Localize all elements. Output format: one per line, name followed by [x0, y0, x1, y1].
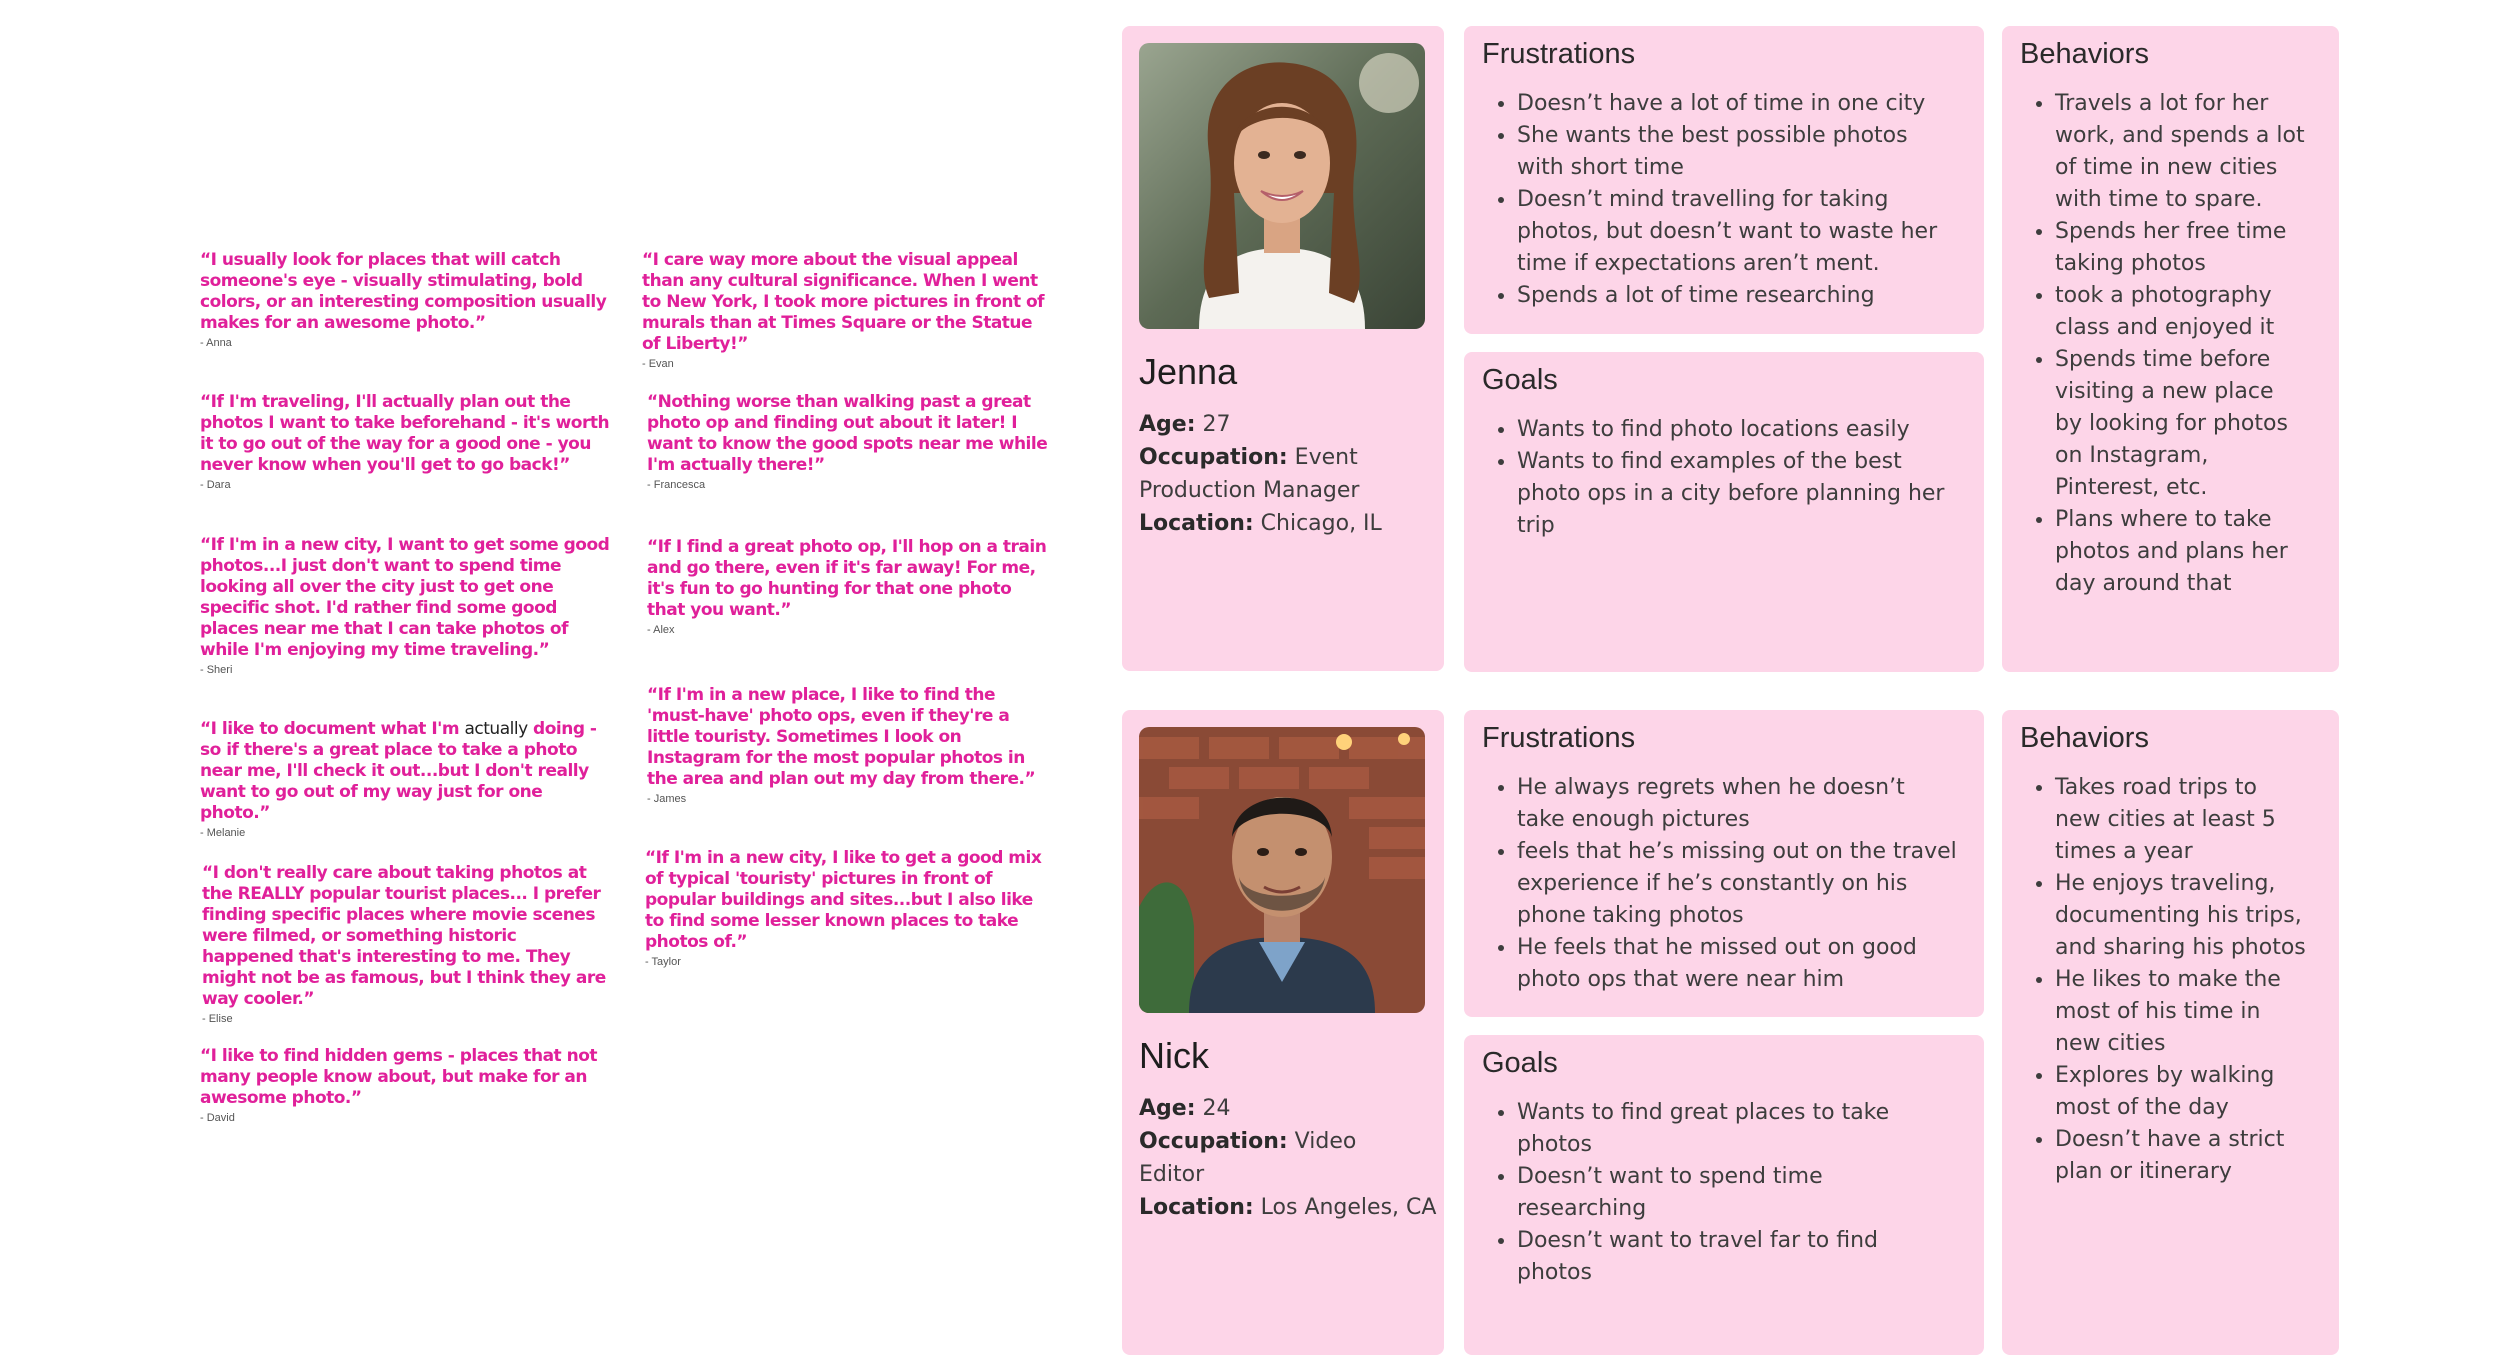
behaviors-card-jenna — [2002, 26, 2339, 672]
quote-text — [200, 719, 610, 824]
behaviors-list — [2020, 772, 2307, 1188]
quote-taylor — [645, 848, 1055, 968]
list-item: • She wants the best possible photos with short time — [1517, 120, 1957, 184]
location-value: Chicago, IL — [1260, 511, 1382, 536]
quote-sheri — [200, 535, 610, 676]
quote-text: “If I'm in a new place, I like to find the 'must-have' photo ops, even if they're a little touristy. Sometimes I look on Instagram for the most popular photos in the area and plan out my day from there.” — [647, 685, 1036, 789]
list-item: • Wants to find examples of the best photo ops in a city before planning her trip — [1517, 446, 1957, 542]
frustrations-title: Frustrations — [1482, 38, 1636, 70]
list-item: • Explores by walking most of the day — [2055, 1060, 2307, 1124]
avatar-photo-icon — [1139, 43, 1425, 329]
behaviors-card-nick — [2002, 710, 2339, 1355]
list-item: • Spends her free time taking photos — [2055, 216, 2307, 280]
persona-location — [1139, 1191, 1439, 1224]
frustrations-card-nick — [1464, 710, 1984, 1017]
quote-alex — [647, 537, 1052, 636]
quote-author: - Melanie — [200, 827, 246, 839]
list-item: • took a photography class and enjoyed it — [2055, 280, 2307, 344]
age-label: Age: — [1139, 412, 1196, 437]
quote-dara — [200, 392, 610, 491]
list-item: • Doesn’t have a lot of time in one city — [1517, 88, 1957, 120]
location-label: Location: — [1139, 1195, 1254, 1220]
location-label: Location: — [1139, 511, 1254, 536]
quote-text: “If I'm traveling, I'll actually plan out the photos I want to take beforehand - it's worth it to go out of the way for a good one - you never know when you'll get to go back!” — [200, 392, 610, 475]
list-item: • He always regrets when he doesn’t take enough pictures — [1517, 772, 1957, 836]
quote-author: - Elise — [202, 1013, 233, 1025]
list-item: • Doesn’t want to travel far to find photos — [1517, 1225, 1957, 1289]
quote-text-part: doing - so if there's a great place to take a photo near me, I'll check it out...but I don't really want to go out of my way just for one photo.” — [200, 719, 597, 823]
frustrations-list — [1482, 772, 1957, 996]
persona-age — [1139, 408, 1439, 441]
age-label: Age: — [1139, 1096, 1196, 1121]
behaviors-title: Behaviors — [2020, 38, 2149, 70]
age-value: 24 — [1202, 1096, 1231, 1121]
list-item: • Travels a lot for her work, and spends a lot of time in new cities with time to spare. — [2055, 88, 2307, 216]
goals-card-nick — [1464, 1035, 1984, 1355]
frustrations-card-jenna — [1464, 26, 1984, 334]
quote-author: - Evan — [642, 358, 674, 370]
list-item: • He feels that he missed out on good photo ops that were near him — [1517, 932, 1957, 996]
persona-name: Nick — [1139, 1035, 1209, 1076]
list-item: • He likes to make the most of his time in new cities — [2055, 964, 2307, 1060]
quote-text: “If I find a great photo op, I'll hop on a train and go there, even if it's far away! For me, it's fun to go hunting for that one photo that you want.” — [647, 537, 1047, 620]
persona-location — [1139, 507, 1439, 540]
quote-author: - Anna — [200, 337, 232, 349]
quote-text: “I care way more about the visual appeal than any cultural significance. When I went to New York, I took more pictures in front of murals than at Times Square or the Statue of Liberty!” — [642, 250, 1045, 354]
quote-author: - Dara — [200, 479, 231, 491]
goals-title: Goals — [1482, 364, 1558, 396]
list-item: • feels that he’s missing out on the travel experience if he’s constantly on his phone taking photos — [1517, 836, 1957, 932]
persona-age — [1139, 1092, 1439, 1125]
quote-text: “I usually look for places that will catch someone's eye - visually stimulating, bold colors, or an interesting composition usually makes for an awesome photo.” — [200, 250, 607, 333]
persona-details — [1139, 408, 1439, 540]
goals-list — [1482, 414, 1957, 542]
quote-emphasis: actually — [464, 719, 528, 739]
quote-elise — [202, 863, 612, 1025]
persona-occupation — [1139, 441, 1439, 507]
quote-author: - Sheri — [200, 664, 233, 676]
persona-card-jenna — [1122, 26, 1444, 671]
occupation-label: Occupation: — [1139, 1129, 1288, 1154]
avatar-photo-icon — [1139, 727, 1425, 1013]
quote-author: - Taylor — [645, 956, 681, 968]
quote-text: “If I'm in a new city, I like to get a good mix of typical 'touristy' pictures in front of popular buildings and sites...but I also like to find some lesser known places to take photos of.” — [645, 848, 1042, 952]
list-item: • He enjoys traveling, documenting his trips, and sharing his photos — [2055, 868, 2307, 964]
list-item: • Doesn’t mind travelling for taking photos, but doesn’t want to waste her time if expectations aren’t ment. — [1517, 184, 1957, 280]
quote-author: - David — [200, 1112, 235, 1124]
behaviors-list — [2020, 88, 2307, 600]
quote-melanie — [200, 719, 610, 839]
persona-photo — [1139, 43, 1425, 329]
quote-text: “If I'm in a new city, I want to get some good photos...I just don't want to spend time looking all over the city just to get one specific shot. I'd rather find some good places near me that I can take photos of while I'm enjoying my time traveling.” — [200, 535, 610, 660]
quote-francesca — [647, 392, 1052, 491]
occupation-value: Event Production Manager — [1139, 445, 1360, 503]
persona-photo — [1139, 727, 1425, 1013]
quote-evan — [642, 250, 1052, 370]
list-item: • Doesn’t have a strict plan or itinerary — [2055, 1124, 2307, 1188]
quote-text: “I don't really care about taking photos at the REALLY popular tourist places... I prefer finding specific places where movie scenes were filmed, or something historic happened that's interesting to me. They might not be as famous, but I think they are way cooler.” — [202, 863, 606, 1009]
occupation-label: Occupation: — [1139, 445, 1288, 470]
list-item: • Spends time before visiting a new place by looking for photos on Instagram, Pinterest, etc. — [2055, 344, 2307, 504]
persona-occupation — [1139, 1125, 1369, 1191]
persona-details — [1139, 1092, 1439, 1224]
list-item: • Plans where to take photos and plans her day around that — [2055, 504, 2307, 600]
quote-text-part: “I like to document what I'm — [200, 719, 465, 739]
goals-title: Goals — [1482, 1047, 1558, 1079]
list-item: • Takes road trips to new cities at least 5 times a year — [2055, 772, 2307, 868]
quote-david — [200, 1046, 610, 1124]
occupation-value: Video Editor — [1139, 1129, 1357, 1187]
quote-author: - James — [647, 793, 687, 805]
quote-author: - Alex — [647, 624, 675, 636]
quote-text: “Nothing worse than walking past a great photo op and finding out about it later! I want to know the good spots near me while I'm actually there!” — [647, 392, 1048, 475]
list-item: • Doesn’t want to spend time researching — [1517, 1161, 1957, 1225]
list-item: • Wants to find great places to take photos — [1517, 1097, 1957, 1161]
persona-name: Jenna — [1139, 351, 1238, 392]
goals-card-jenna — [1464, 352, 1984, 672]
quote-james — [647, 685, 1052, 805]
quote-anna — [200, 250, 610, 349]
list-item: • Spends a lot of time researching — [1517, 280, 1957, 312]
frustrations-list — [1482, 88, 1957, 312]
location-value: Los Angeles, CA — [1260, 1195, 1437, 1220]
list-item: • Wants to find photo locations easily — [1517, 414, 1957, 446]
quote-author: - Francesca — [647, 479, 706, 491]
persona-card-nick — [1122, 710, 1444, 1355]
frustrations-title: Frustrations — [1482, 722, 1636, 754]
quote-text: “I like to find hidden gems - places that not many people know about, but make for an awesome photo.” — [200, 1046, 598, 1108]
behaviors-title: Behaviors — [2020, 722, 2149, 754]
goals-list — [1482, 1097, 1957, 1289]
age-value: 27 — [1202, 412, 1231, 437]
